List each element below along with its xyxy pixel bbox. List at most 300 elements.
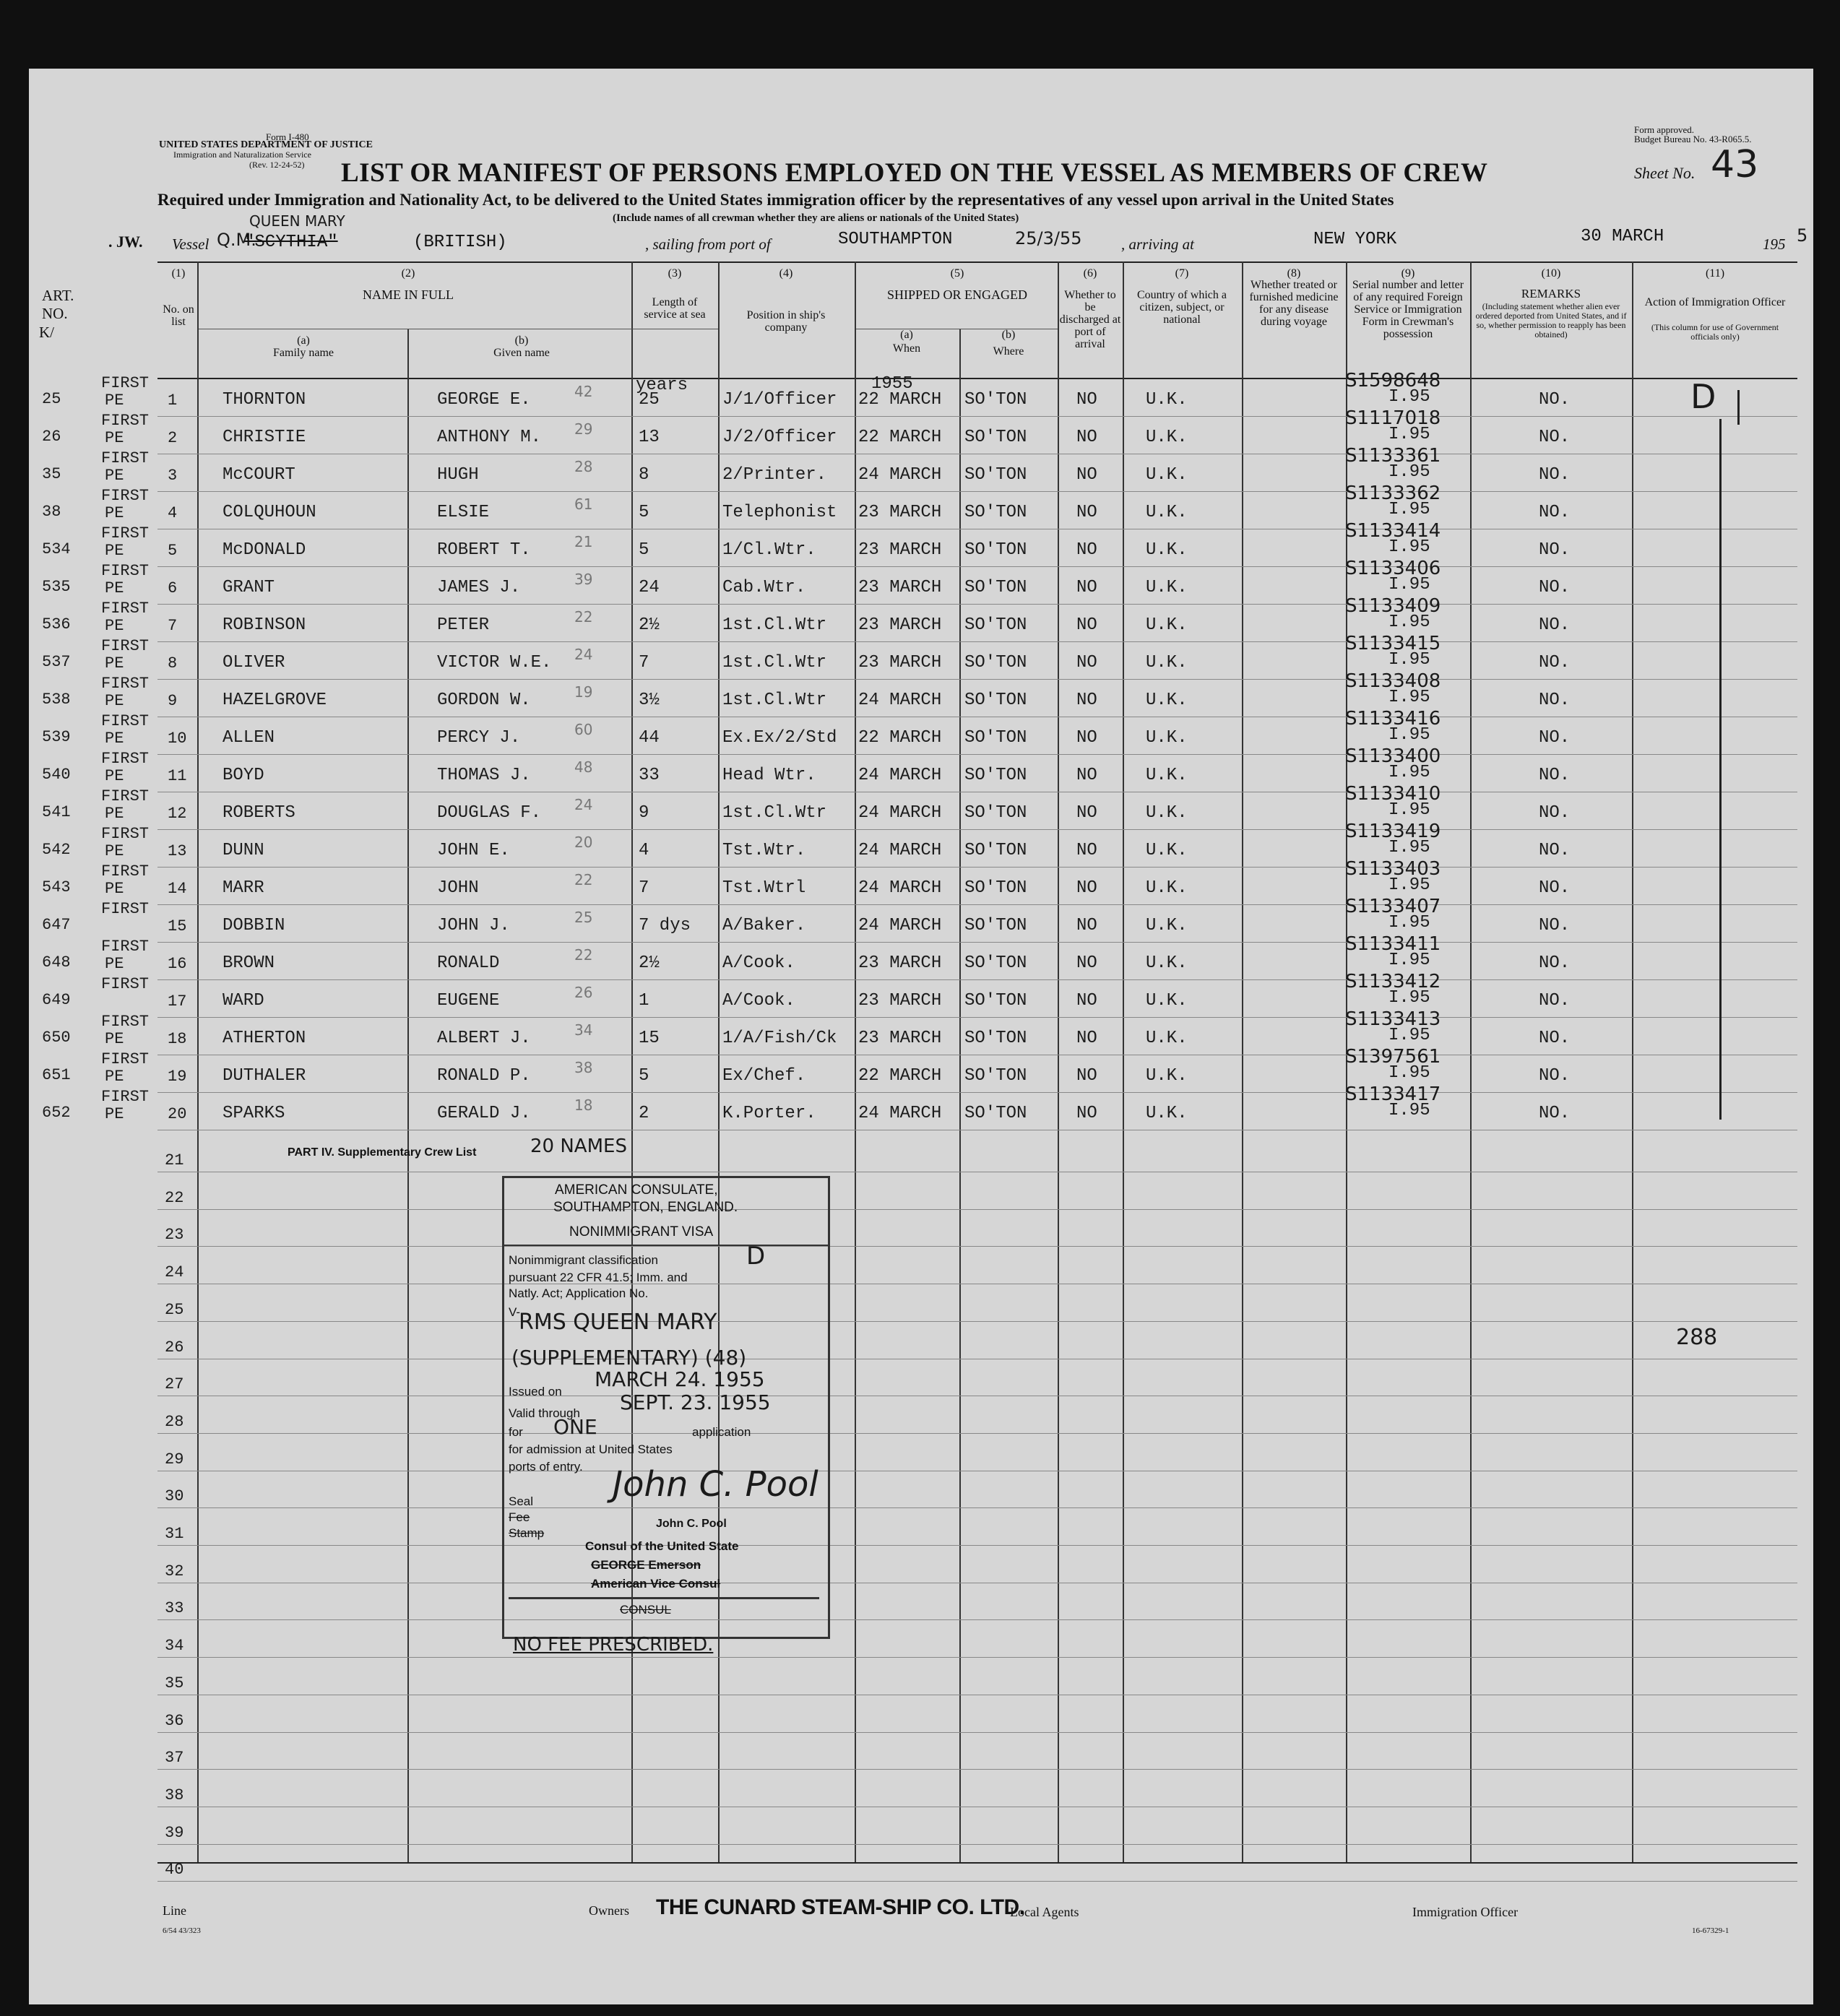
list-number: 20 bbox=[168, 1105, 187, 1123]
serial-number: S1133403 bbox=[1345, 858, 1441, 880]
supplementary-count: 20 NAMES bbox=[530, 1135, 627, 1157]
family-name: OLIVER bbox=[223, 653, 285, 672]
country: U.K. bbox=[1146, 578, 1188, 597]
row-rule bbox=[157, 1321, 1797, 1322]
discharge: NO bbox=[1076, 1029, 1097, 1048]
list-number: 38 bbox=[165, 1786, 184, 1804]
list-number: 30 bbox=[165, 1487, 184, 1506]
class-label: FIRST bbox=[101, 900, 150, 918]
given-name: JOHN J. bbox=[437, 916, 510, 935]
col11-header: Action of Immigration Officer bbox=[1644, 296, 1786, 308]
service-length: 3½ bbox=[639, 691, 660, 710]
stamp-vessel: RMS QUEEN MARY bbox=[519, 1310, 717, 1335]
age-pencil: 24 bbox=[574, 796, 593, 813]
shipped-where: SO'TON bbox=[964, 428, 1027, 447]
serial-number: S1133361 bbox=[1345, 445, 1441, 467]
col1-number: (1) bbox=[171, 267, 186, 280]
service-length: 5 bbox=[639, 1066, 649, 1086]
country: U.K. bbox=[1146, 691, 1188, 710]
owner-company-stamp: THE CUNARD STEAM-SHIP CO. LTD. bbox=[656, 1895, 1025, 1919]
art-number: 537 bbox=[42, 653, 71, 671]
form-type: I.95 bbox=[1388, 688, 1430, 707]
class-label: FIRST bbox=[101, 449, 150, 467]
class-label: FIRST bbox=[101, 524, 150, 542]
discharge: NO bbox=[1076, 428, 1097, 447]
service-length: 13 bbox=[639, 428, 660, 447]
art-number: 536 bbox=[42, 615, 71, 633]
row-rule bbox=[157, 1881, 1797, 1882]
age-pencil: 22 bbox=[574, 608, 593, 626]
shipped-when: 23 MARCH bbox=[858, 615, 942, 635]
stamp-classification-label: Nonimmigrant classification bbox=[509, 1253, 658, 1267]
shipped-when: 24 MARCH bbox=[858, 916, 942, 935]
immigration-action-mark: D bbox=[1690, 377, 1716, 416]
art-number: 543 bbox=[42, 878, 71, 896]
pe-label: PE bbox=[105, 880, 124, 898]
country: U.K. bbox=[1146, 728, 1188, 748]
art-number: 652 bbox=[42, 1104, 71, 1122]
list-number: 24 bbox=[165, 1263, 184, 1282]
serial-number: S1133408 bbox=[1345, 670, 1441, 692]
given-name: ROBERT T. bbox=[437, 540, 531, 560]
stamp-issued-date: MARCH 24. 1955 bbox=[595, 1367, 765, 1391]
shipped-where: SO'TON bbox=[964, 615, 1027, 635]
given-name: JAMES J. bbox=[437, 578, 521, 597]
position: Head Wtr. bbox=[722, 766, 816, 785]
service-length: 5 bbox=[639, 503, 649, 522]
serial-number: S1133411 bbox=[1345, 933, 1441, 955]
age-pencil: 28 bbox=[574, 458, 593, 475]
age-pencil: 18 bbox=[574, 1096, 593, 1114]
class-label: FIRST bbox=[101, 487, 150, 505]
country: U.K. bbox=[1146, 953, 1188, 973]
discharge: NO bbox=[1076, 540, 1097, 560]
row-rule bbox=[157, 679, 1797, 680]
class-label: FIRST bbox=[101, 600, 150, 618]
family-name: COLQUHOUN bbox=[223, 503, 316, 522]
list-number: 31 bbox=[165, 1525, 184, 1543]
departure-port: SOUTHAMPTON bbox=[838, 230, 953, 249]
department-line: UNITED STATES DEPARTMENT OF JUSTICE bbox=[159, 139, 373, 150]
remarks: NO. bbox=[1539, 803, 1571, 823]
given-name: RONALD bbox=[437, 953, 500, 973]
consul-signature: John C. Pool bbox=[613, 1464, 819, 1505]
class-label: FIRST bbox=[101, 975, 150, 993]
shipped-where: SO'TON bbox=[964, 465, 1027, 485]
col4-number: (4) bbox=[779, 267, 793, 280]
position: 1/A/Fish/Ck bbox=[722, 1029, 837, 1048]
col11-note: (This column for use of Government officials only) bbox=[1651, 322, 1779, 342]
col5a-number: (a) bbox=[900, 329, 913, 341]
list-number: 21 bbox=[165, 1151, 184, 1169]
serial-number: S1598648 bbox=[1345, 370, 1441, 391]
discharge: NO bbox=[1076, 953, 1097, 973]
art-number: 539 bbox=[42, 728, 71, 746]
col6-header: Whether to be discharged at port of arrival bbox=[1059, 289, 1121, 350]
country: U.K. bbox=[1146, 540, 1188, 560]
shipped-when: 24 MARCH bbox=[858, 766, 942, 785]
remarks: NO. bbox=[1539, 578, 1571, 597]
art-number: 650 bbox=[42, 1029, 71, 1047]
given-name: VICTOR W.E. bbox=[437, 653, 552, 672]
list-number: 12 bbox=[168, 805, 187, 823]
family-name: THORNTON bbox=[223, 390, 306, 410]
list-number: 28 bbox=[165, 1412, 184, 1431]
list-number: 39 bbox=[165, 1823, 184, 1842]
art-number: 25 bbox=[42, 390, 61, 408]
row-rule bbox=[157, 1657, 1797, 1658]
remarks: NO. bbox=[1539, 1066, 1571, 1086]
vessel-prefix: Q.M. bbox=[217, 230, 256, 250]
country: U.K. bbox=[1146, 1066, 1188, 1086]
position: 1/Cl.Wtr. bbox=[722, 540, 816, 560]
row-rule bbox=[157, 1545, 1797, 1546]
class-label: FIRST bbox=[101, 637, 150, 655]
list-number: 19 bbox=[168, 1068, 187, 1086]
serial-number: S1133412 bbox=[1345, 971, 1441, 992]
row-rule bbox=[157, 1209, 1797, 1210]
col10-note: (Including statement whether alien ever ordered deported from United States, and if so, whether permission to reapply has been obtained) bbox=[1475, 301, 1627, 339]
country: U.K. bbox=[1146, 841, 1188, 860]
family-name: BOYD bbox=[223, 766, 264, 785]
list-number: 26 bbox=[165, 1338, 184, 1357]
list-number: 2 bbox=[168, 429, 178, 447]
serial-number: S1133417 bbox=[1345, 1083, 1441, 1105]
list-number: 16 bbox=[168, 955, 187, 973]
form-type: I.95 bbox=[1388, 800, 1430, 820]
position: 1st.Cl.Wtr bbox=[722, 803, 827, 823]
shipped-where: SO'TON bbox=[964, 991, 1027, 1011]
col6-number: (6) bbox=[1083, 267, 1097, 280]
supplementary-label: PART IV. Supplementary Crew List bbox=[288, 1146, 477, 1159]
stamp-bottom-line bbox=[509, 1597, 819, 1599]
given-name: ANTHONY M. bbox=[437, 428, 542, 447]
form-type: I.95 bbox=[1388, 1063, 1430, 1083]
pe-label: PE bbox=[105, 542, 124, 560]
country: U.K. bbox=[1146, 428, 1188, 447]
given-name: PETER bbox=[437, 615, 490, 635]
sheet-number: 43 bbox=[1711, 143, 1759, 186]
form-type: I.95 bbox=[1388, 613, 1430, 632]
table-top-rule bbox=[157, 261, 1797, 263]
position: A/Cook. bbox=[722, 991, 795, 1011]
col5-number: (5) bbox=[950, 267, 964, 280]
stamp-ports: ports of entry. bbox=[509, 1460, 583, 1474]
service-length: 4 bbox=[639, 841, 649, 860]
shipped-when: 22 MARCH bbox=[858, 390, 942, 410]
position: 1st.Cl.Wtr bbox=[722, 691, 827, 710]
stamp-struck-consul: CONSUL bbox=[620, 1603, 671, 1617]
age-pencil: 48 bbox=[574, 758, 593, 776]
discharge: NO bbox=[1076, 728, 1097, 748]
list-number: 35 bbox=[165, 1674, 184, 1692]
given-name: GORDON W. bbox=[437, 691, 531, 710]
form-type: I.95 bbox=[1388, 988, 1430, 1008]
row-rule bbox=[157, 979, 1797, 980]
serial-number: S1133414 bbox=[1345, 520, 1441, 542]
remarks: NO. bbox=[1539, 916, 1571, 935]
service-length: 44 bbox=[639, 728, 660, 748]
column-divider bbox=[407, 329, 409, 1862]
shipped-where: SO'TON bbox=[964, 691, 1027, 710]
serial-number: S1133407 bbox=[1345, 896, 1441, 917]
pe-label: PE bbox=[105, 1030, 124, 1048]
shipped-when: 23 MARCH bbox=[858, 503, 942, 522]
list-number: 23 bbox=[165, 1226, 184, 1245]
col5-header: SHIPPED OR ENGAGED bbox=[886, 287, 1027, 302]
class-label: FIRST bbox=[101, 374, 150, 392]
class-label: FIRST bbox=[101, 787, 150, 805]
remarks: NO. bbox=[1539, 991, 1571, 1011]
remarks: NO. bbox=[1539, 691, 1571, 710]
list-number: 14 bbox=[168, 880, 187, 898]
vessel-name-struck: "SCYTHIA" bbox=[244, 233, 338, 252]
row-rule bbox=[157, 829, 1797, 830]
action-vertical-line bbox=[1719, 419, 1722, 1120]
serial-number: S1133406 bbox=[1345, 558, 1441, 579]
col5a-header: When bbox=[892, 342, 921, 355]
serial-number: S1133416 bbox=[1345, 708, 1441, 730]
pe-label: PE bbox=[105, 955, 124, 973]
remarks: NO. bbox=[1539, 766, 1571, 785]
jw-mark: . JW. bbox=[108, 233, 143, 251]
list-number: 22 bbox=[165, 1188, 184, 1207]
service-length: 7 bbox=[639, 653, 649, 672]
stamp-pursuant: pursuant 22 CFR 41.5; Imm. and bbox=[509, 1271, 688, 1284]
given-name: RONALD P. bbox=[437, 1066, 531, 1086]
stamp-stamp-label: Stamp bbox=[509, 1526, 545, 1540]
class-label: FIRST bbox=[101, 1088, 150, 1106]
col11-number: (11) bbox=[1705, 267, 1725, 280]
sailing-label: , sailing from port of bbox=[645, 235, 771, 253]
arrival-year-suffix: 5 bbox=[1797, 225, 1808, 246]
position: J/1/Officer bbox=[722, 390, 837, 410]
class-label: FIRST bbox=[101, 938, 150, 956]
pe-label: PE bbox=[105, 692, 124, 710]
col5b-number: (b) bbox=[1001, 329, 1016, 341]
family-name: DUNN bbox=[223, 841, 264, 860]
art-number: 647 bbox=[42, 916, 71, 934]
column-divider bbox=[1242, 261, 1243, 1862]
stamp-struck-name: GEORGE Emerson bbox=[591, 1558, 701, 1572]
pe-label: PE bbox=[105, 579, 124, 597]
pe-label: PE bbox=[105, 805, 124, 823]
country: U.K. bbox=[1146, 653, 1188, 672]
row-rule bbox=[157, 1507, 1797, 1508]
include-note: (Include names of all crewman whether they are aliens or nationals of the United States) bbox=[613, 212, 1019, 224]
shipped-when: 23 MARCH bbox=[858, 1029, 942, 1048]
footer-line-label: Line bbox=[163, 1903, 186, 1918]
age-pencil: 34 bbox=[574, 1021, 593, 1039]
class-label: FIRST bbox=[101, 1013, 150, 1031]
list-number: 5 bbox=[168, 542, 178, 560]
position: 1st.Cl.Wtr bbox=[722, 653, 827, 672]
list-number: 3 bbox=[168, 467, 178, 485]
list-number: 13 bbox=[168, 842, 187, 860]
age-pencil: 26 bbox=[574, 984, 593, 1001]
list-number: 8 bbox=[168, 654, 178, 672]
list-number: 33 bbox=[165, 1599, 184, 1618]
col2b-header: Given name bbox=[493, 347, 550, 359]
stamp-for-label: for bbox=[509, 1425, 523, 1439]
discharge: NO bbox=[1076, 390, 1097, 410]
position: A/Baker. bbox=[722, 916, 806, 935]
list-number: 27 bbox=[165, 1375, 184, 1394]
country: U.K. bbox=[1146, 991, 1188, 1011]
col2-header: NAME IN FULL bbox=[363, 287, 454, 302]
stamp-applications-count: ONE bbox=[553, 1415, 597, 1439]
stamp-applications-label: application bbox=[692, 1425, 751, 1439]
pe-label: PE bbox=[105, 1068, 124, 1086]
footer-gpo-code: 16-67329-1 bbox=[1692, 1926, 1729, 1935]
row-rule bbox=[157, 416, 1797, 417]
year-note: 1955 bbox=[871, 374, 913, 394]
budget-bureau: Budget Bureau No. 43-R065.5. bbox=[1634, 134, 1752, 144]
col10-number: (10) bbox=[1541, 267, 1561, 280]
table-bottom-rule bbox=[157, 1862, 1797, 1864]
shipped-where: SO'TON bbox=[964, 1029, 1027, 1048]
position: Cab.Wtr. bbox=[722, 578, 806, 597]
class-label: FIRST bbox=[101, 562, 150, 580]
stamp-consul-of: Consul of the United State bbox=[585, 1539, 739, 1553]
remarks: NO. bbox=[1539, 465, 1571, 485]
family-name: ALLEN bbox=[223, 728, 275, 748]
discharge: NO bbox=[1076, 916, 1097, 935]
form-approved: Form approved. bbox=[1634, 124, 1695, 135]
remarks: NO. bbox=[1539, 615, 1571, 635]
serial-number: S1133413 bbox=[1345, 1008, 1441, 1030]
discharge: NO bbox=[1076, 841, 1097, 860]
col8-number: (8) bbox=[1287, 267, 1301, 280]
family-name: WARD bbox=[223, 991, 264, 1011]
arrival-port: NEW YORK bbox=[1313, 230, 1397, 249]
form-type: I.95 bbox=[1388, 763, 1430, 782]
row-rule bbox=[157, 1433, 1797, 1434]
list-number: 7 bbox=[168, 617, 178, 635]
service-length: 8 bbox=[639, 465, 649, 485]
remarks: NO. bbox=[1539, 1104, 1571, 1123]
col1-header: No. on list bbox=[163, 303, 194, 328]
list-number: 34 bbox=[165, 1637, 184, 1656]
list-number: 29 bbox=[165, 1450, 184, 1468]
age-pencil: 38 bbox=[574, 1059, 593, 1076]
class-label: FIRST bbox=[101, 750, 150, 768]
col5b-header: Where bbox=[993, 345, 1024, 358]
list-number: 17 bbox=[168, 992, 187, 1011]
col2a-header: Family name bbox=[273, 347, 334, 359]
stamp-struck-title: American Vice Consul bbox=[591, 1577, 721, 1591]
pe-label: PE bbox=[105, 429, 124, 447]
list-number: 10 bbox=[168, 730, 187, 748]
page-title: LIST OR MANIFEST OF PERSONS EMPLOYED ON THE VESSEL AS MEMBERS OF CREW bbox=[341, 158, 1488, 188]
age-pencil: 22 bbox=[574, 946, 593, 964]
discharge: NO bbox=[1076, 465, 1097, 485]
service-line: Immigration and Naturalization Service bbox=[173, 150, 311, 160]
discharge: NO bbox=[1076, 653, 1097, 672]
position: Tst.Wtr. bbox=[722, 841, 806, 860]
art-number: 534 bbox=[42, 540, 71, 558]
age-pencil: 39 bbox=[574, 571, 593, 588]
serial-number: S1133415 bbox=[1345, 633, 1441, 654]
country: U.K. bbox=[1146, 465, 1188, 485]
family-name: ATHERTON bbox=[223, 1029, 306, 1048]
shipped-when: 24 MARCH bbox=[858, 803, 942, 823]
given-name: GEORGE E. bbox=[437, 390, 531, 410]
row-rule bbox=[157, 754, 1797, 755]
form-type: I.95 bbox=[1388, 500, 1430, 519]
column-divider bbox=[1470, 261, 1472, 1862]
list-number: 6 bbox=[168, 579, 178, 597]
shipped-where: SO'TON bbox=[964, 766, 1027, 785]
no-fee-note: NO FEE PRESCRIBED. bbox=[513, 1634, 714, 1656]
age-pencil: 25 bbox=[574, 909, 593, 926]
form-type: I.95 bbox=[1388, 387, 1430, 407]
art-number: 26 bbox=[42, 428, 61, 446]
column-divider bbox=[855, 261, 856, 1862]
shipped-when: 22 MARCH bbox=[858, 728, 942, 748]
side-number: 288 bbox=[1676, 1325, 1718, 1350]
list-number: 11 bbox=[168, 767, 187, 785]
vessel-label: Vessel bbox=[172, 235, 210, 253]
form-type: I.95 bbox=[1388, 951, 1430, 970]
row-rule bbox=[157, 867, 1797, 868]
given-name: HUGH bbox=[437, 465, 479, 485]
country: U.K. bbox=[1146, 503, 1188, 522]
country: U.K. bbox=[1146, 390, 1188, 410]
list-number: 37 bbox=[165, 1749, 184, 1768]
row-rule bbox=[157, 942, 1797, 943]
position: K.Porter. bbox=[722, 1104, 816, 1123]
pe-label: PE bbox=[105, 767, 124, 785]
family-name: CHRISTIE bbox=[223, 428, 306, 447]
remarks: NO. bbox=[1539, 1029, 1571, 1048]
shipped-where: SO'TON bbox=[964, 841, 1027, 860]
given-name: ELSIE bbox=[437, 503, 490, 522]
pe-label: PE bbox=[105, 391, 124, 410]
page-subtitle: Required under Immigration and Nationality Act, to be delivered to the United States immigration officer by the representatives of any vessel upon arrival in the United States bbox=[157, 191, 1394, 209]
age-pencil: 29 bbox=[574, 420, 593, 438]
col3-header: Length of service at sea bbox=[644, 296, 706, 321]
stamp-seal: Seal bbox=[509, 1494, 534, 1508]
stamp-issued-label: Issued on bbox=[509, 1385, 562, 1398]
shipped-where: SO'TON bbox=[964, 578, 1027, 597]
class-label: FIRST bbox=[101, 412, 150, 430]
stamp-signer-typed: John C. Pool bbox=[656, 1518, 727, 1530]
family-name: ROBERTS bbox=[223, 803, 295, 823]
shipped-when: 24 MARCH bbox=[858, 1104, 942, 1123]
service-length: 7 bbox=[639, 878, 649, 898]
service-length: 33 bbox=[639, 766, 660, 785]
discharge: NO bbox=[1076, 1066, 1097, 1086]
arriving-label: , arriving at bbox=[1121, 235, 1194, 253]
serial-number: S1133409 bbox=[1345, 595, 1441, 617]
col8-header: Whether treated or furnished medicine for any disease during voyage bbox=[1249, 279, 1339, 328]
discharge: NO bbox=[1076, 803, 1097, 823]
service-units: years bbox=[636, 376, 688, 395]
stamp-admission: for admission at United States bbox=[509, 1442, 673, 1456]
family-name: SPARKS bbox=[223, 1104, 285, 1123]
sheet-label: Sheet No. bbox=[1634, 164, 1696, 182]
position: J/2/Officer bbox=[722, 428, 837, 447]
shipped-where: SO'TON bbox=[964, 1104, 1027, 1123]
art-no-label: NO. bbox=[42, 305, 68, 322]
shipped-where: SO'TON bbox=[964, 1066, 1027, 1086]
pe-label: PE bbox=[105, 504, 124, 522]
stamp-classification-value: D bbox=[746, 1242, 766, 1271]
remarks: NO. bbox=[1539, 953, 1571, 973]
col7-number: (7) bbox=[1175, 267, 1189, 280]
family-name: McCOURT bbox=[223, 465, 295, 485]
